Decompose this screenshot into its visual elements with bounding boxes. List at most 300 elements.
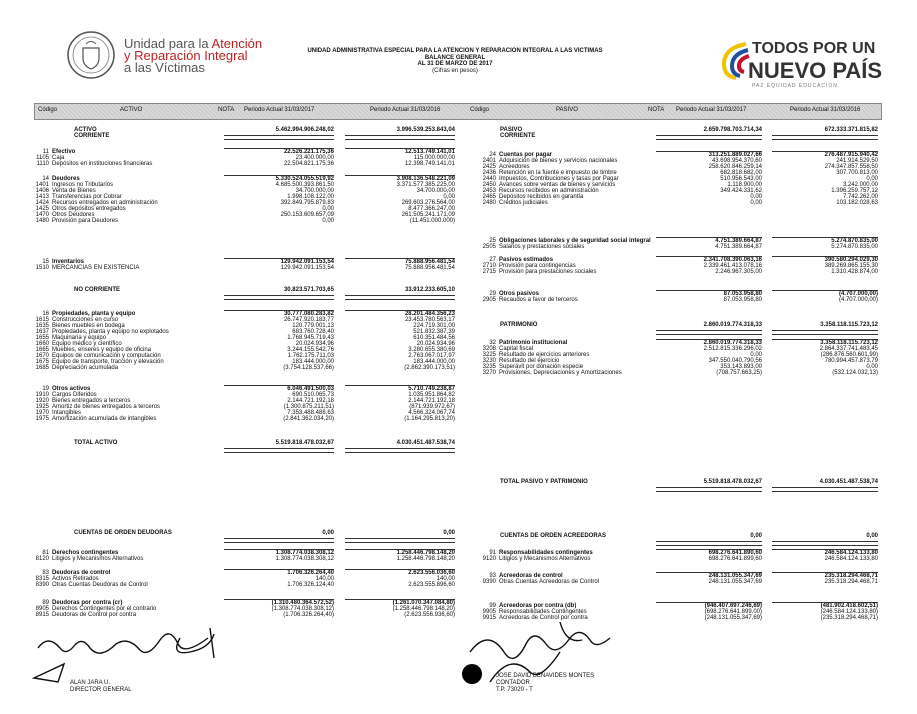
value-current: 129.942.091.153,54 <box>280 265 334 271</box>
account-code: 1670 <box>35 353 49 359</box>
account-code: 27 <box>489 257 496 263</box>
account-label: Otras Cuentas Acreedoras de Control <box>499 579 600 585</box>
signature-left-icon <box>30 618 260 688</box>
value-previous: 7.742.262,00 <box>842 194 878 200</box>
account-code: 1970 <box>35 410 49 416</box>
value-previous: 246.584.124.133,80 <box>824 556 878 562</box>
value-current: 7.353.488.488,63 <box>287 410 334 416</box>
account-code: 8915 <box>35 612 49 618</box>
total-underline <box>656 541 762 546</box>
value-current: 6.046.491.500,03 <box>287 386 334 392</box>
col-anterior-left: Periodo Actual 31/03/2016 <box>370 107 441 113</box>
value-current: 87.053.958,80 <box>723 291 762 297</box>
account-label: Construcciones en curso <box>52 317 119 323</box>
col-pasivo: PASIVO <box>556 107 578 113</box>
account-code: 1615 <box>35 317 49 323</box>
value-previous: 33.912.233.605,10 <box>404 287 455 293</box>
value-previous: 20.024.934,96 <box>416 341 455 347</box>
value-current: 392.849.795.879,83 <box>280 200 334 206</box>
account-label: Depósitos en instituciones financieras <box>52 161 153 167</box>
value-current: 30.777.080.283,82 <box>283 311 334 317</box>
value-current: 183.444.000,00 <box>292 359 334 365</box>
value-previous: (2.623.556.936,60) <box>404 612 455 618</box>
value-current: 120.779.001,13 <box>292 323 334 329</box>
group-rule <box>656 237 762 238</box>
col-actual-right: Periodo Actual 31/03/2017 <box>676 107 747 113</box>
account-label: Equipo de transporte, tracción y elevación <box>52 359 164 365</box>
account-code: 1424 <box>35 200 49 206</box>
value-current: 1.762.175.711,03 <box>287 353 334 359</box>
value-previous: 3.280.655.380,69 <box>408 347 455 353</box>
value-current: 1.998.108.122,00 <box>287 194 334 200</box>
brand-swirl-icon <box>718 38 752 82</box>
value-previous: 1.310.428.874,00 <box>831 269 878 275</box>
left-signer-title: DIRECTOR GENERAL <box>70 687 132 693</box>
account-label: Caja <box>52 155 65 161</box>
account-label: Inventarios <box>52 259 85 265</box>
account-label: Obligaciones laborales y de seguridad social integral <box>499 238 651 244</box>
account-code: 1660 <box>35 341 49 347</box>
total-underline <box>224 538 334 543</box>
value-current: 2.512.815.336.296,02 <box>703 346 762 352</box>
account-label: CORRIENTE <box>74 133 110 139</box>
col-anterior-right: Periodo Actual 31/03/2016 <box>790 107 861 113</box>
total-underline <box>772 135 878 140</box>
brand-logo: TODOS POR UN NUEVO PAÍS PAZ EQUIDAD EDUCACION <box>718 34 888 94</box>
account-code: 8315 <box>35 576 49 582</box>
account-label: Intangibles <box>52 410 82 416</box>
value-current: 30.823.571.703,65 <box>283 287 334 293</box>
account-label: Muebles, enseres y equipo de oficina <box>52 347 152 353</box>
left-signer-name: ALAN JARA U. <box>70 680 111 686</box>
total-underline <box>772 487 878 492</box>
value-previous: 5.274.870.835,00 <box>831 238 878 244</box>
account-code: 1975 <box>35 416 49 422</box>
value-previous: 2.144.721.192,18 <box>408 398 455 404</box>
value-previous: 274.347.857.558,50 <box>824 164 878 170</box>
account-code: 83 <box>42 570 49 576</box>
right-signer-name: JOSE DAVID BENAVIDES MONTES <box>496 673 595 679</box>
group-rule <box>345 569 455 570</box>
account-code: 1925 <box>35 404 49 410</box>
value-previous: (871.939.972,67) <box>409 404 455 410</box>
account-code: 3225 <box>482 352 496 358</box>
account-label: Bienes muebles en bodega <box>52 323 125 329</box>
group-rule <box>772 256 878 257</box>
value-previous: 0,00 <box>866 176 878 182</box>
account-label: Otros depósitos entregados <box>52 206 126 212</box>
account-code: 2401 <box>482 158 496 164</box>
value-previous: 241.914.529,50 <box>836 158 878 164</box>
account-label: Avances sobre ventas de bienes y servicios <box>499 182 616 188</box>
account-label: Créditos judiciales <box>499 200 548 206</box>
account-code: 3235 <box>482 364 496 370</box>
account-label: Deudoras por contra (cr) <box>52 600 123 606</box>
account-label: ACTIVO <box>74 127 97 133</box>
value-previous: 103.182.028,63 <box>836 200 878 206</box>
account-code: 3208 <box>482 346 496 352</box>
account-label: Activos Retirados <box>52 576 99 582</box>
value-previous: (481.902.418.602,51) <box>820 603 878 609</box>
group-rule <box>345 599 455 600</box>
account-code: 1406 <box>35 188 49 194</box>
account-code: 9905 <box>482 609 496 615</box>
value-previous: (4.707.000,00) <box>838 297 878 303</box>
account-label: Acreedoras por contra (db) <box>499 603 577 609</box>
value-current: 0,00 <box>322 218 334 224</box>
value-previous: (1.258.446.798.148,20) <box>392 606 455 612</box>
col-codigo-left: Código <box>38 107 58 113</box>
value-current: 34.700.000,00 <box>295 188 334 194</box>
value-current: 258.620.846.259,14 <box>708 164 762 170</box>
value-previous: 307.700.813,00 <box>836 170 878 176</box>
value-current: 0,00 <box>750 352 762 358</box>
account-code: 11 <box>42 149 49 155</box>
value-current: 690.510.065,73 <box>292 392 334 398</box>
account-label: Acreedoras de control <box>499 573 563 579</box>
account-label: Recaudos a favor de terceros <box>499 297 578 303</box>
value-previous: 183.444.000,00 <box>413 359 455 365</box>
account-code: 9120 <box>482 556 496 562</box>
account-label: MERCANCIAS EN EXISTENCIA <box>52 265 140 271</box>
account-label: Superávit por donación especie <box>499 364 584 370</box>
total-underline <box>345 135 455 140</box>
account-label: Deudoras de control <box>52 570 111 576</box>
account-code: 1413 <box>35 194 49 200</box>
value-previous: 34.700.000,00 <box>416 188 455 194</box>
value-previous: 12.398.749.141,01 <box>404 161 455 167</box>
account-code: 2905 <box>482 297 496 303</box>
value-previous: (1.261.070.347.084,80) <box>392 600 455 606</box>
account-code: 1675 <box>35 359 49 365</box>
account-label: Patrimonio institucional <box>499 340 568 346</box>
value-current: 0,00 <box>322 206 334 212</box>
account-code: 32 <box>489 340 496 346</box>
value-previous: 28.201.484.356,23 <box>404 311 455 317</box>
value-current: (1.300.875.211,51) <box>283 404 334 410</box>
value-previous: 224.719.301,00 <box>413 323 455 329</box>
account-code: 2450 <box>482 182 496 188</box>
value-previous: 0,00 <box>866 364 878 370</box>
total-underline <box>345 295 455 300</box>
group-rule <box>656 572 762 573</box>
value-previous: 672.333.371.815,82 <box>824 127 878 133</box>
document-title: UNIDAD ADMINISTRATIVA ESPECIAL PARA LA ATENCION Y REPARACION INTEGRAL A LAS VICTIMAS BALANCE GENERAL AL 31 DE MARZO DE 2017 (Cifras en pesos) <box>307 48 603 74</box>
account-code: 2453 <box>482 188 496 194</box>
value-current: 0,00 <box>750 533 762 539</box>
account-label: Provisiones, Depreciaciones y Amortizaciones <box>499 370 622 376</box>
value-previous: 140,00 <box>436 576 455 582</box>
value-current: 140,00 <box>315 576 334 582</box>
account-code: 91 <box>489 550 496 556</box>
value-previous: 261.505.241.171,09 <box>401 212 455 218</box>
right-signer-tp: T.P. 73020 - T <box>496 687 533 693</box>
group-rule <box>772 549 878 550</box>
account-label: Otros activos <box>52 386 91 392</box>
account-label: Acreedores <box>499 164 530 170</box>
account-code: 1425 <box>35 206 49 212</box>
group-rule <box>656 602 762 603</box>
account-label: Deudoras de Control por contra <box>52 612 137 618</box>
account-label: Resultado de ejercicios anteriores <box>499 352 590 358</box>
value-previous: 235.318.294.468,71 <box>824 579 878 585</box>
group-rule <box>772 339 878 340</box>
column-header-bar <box>34 103 882 120</box>
value-current: 347.550.040.790,56 <box>708 358 762 364</box>
account-label: NO CORRIENTE <box>74 287 121 293</box>
value-current: 683.760.728,40 <box>292 329 334 335</box>
value-previous: 0,00 <box>443 194 455 200</box>
value-current: 20.024.934,96 <box>295 341 334 347</box>
group-rule <box>345 310 455 311</box>
account-code: 25 <box>489 238 496 244</box>
group-rule <box>772 572 878 573</box>
value-previous: 3.996.539.253.843,04 <box>396 127 455 133</box>
value-previous: 3.358.118.115.723,12 <box>820 322 878 328</box>
value-current: 313.251.889.027,66 <box>708 152 762 158</box>
account-label: Otras Cuentas Deudoras de Control <box>52 582 148 588</box>
value-previous: 12.513.749.141,01 <box>404 149 455 155</box>
value-current: 2.341.708.390.063,16 <box>703 257 762 263</box>
value-current: 1.118.900,00 <box>727 182 762 188</box>
value-current: 2.339.461.413.078,16 <box>703 263 762 269</box>
value-current: 1.308.774.038.308,12 <box>275 556 334 562</box>
value-current: 1.768.945.719,43 <box>287 335 334 341</box>
value-previous: 4.030.451.487.538,74 <box>819 479 878 485</box>
account-code: 2440 <box>482 176 496 182</box>
account-code: 1480 <box>35 218 49 224</box>
value-current: 248.131.055.347,69 <box>708 579 762 585</box>
account-label: Provisión para contingencias <box>499 263 576 269</box>
value-previous: (11.451.000.000) <box>409 218 455 224</box>
account-label: Recursos entregados en administración <box>52 200 158 206</box>
value-previous: 0,00 <box>443 530 455 536</box>
value-previous: 610.351.484,56 <box>413 335 455 341</box>
account-code: 24 <box>489 152 496 158</box>
total-underline <box>656 135 762 140</box>
value-current: 0,00 <box>750 200 762 206</box>
account-label: Responsabilidades contingentes <box>499 550 593 556</box>
account-label: Cuentas por pagar <box>499 152 553 158</box>
account-label: Deudores <box>52 176 80 182</box>
value-current: 0,00 <box>322 530 334 536</box>
col-activo: ACTIVO <box>120 107 143 113</box>
total-underline <box>772 330 878 335</box>
account-code: 1105 <box>36 155 49 161</box>
account-label: Salarios y prestaciones sociales <box>499 244 585 250</box>
value-current: 349.424.331,62 <box>720 188 762 194</box>
group-rule <box>345 549 455 550</box>
value-previous: 3.371.577.385.225,00 <box>396 182 455 188</box>
value-previous: 5.274.870.835,00 <box>831 244 878 250</box>
group-rule <box>224 599 334 600</box>
account-code: 19 <box>42 386 49 392</box>
col-actual-left: Periodo Actual 31/03/2017 <box>244 107 315 113</box>
account-code: 2710 <box>482 263 496 269</box>
value-current: 4.751.389.664,87 <box>715 244 762 250</box>
account-label: CORRIENTE <box>500 133 536 139</box>
account-code: 1635 <box>35 323 49 329</box>
account-label: Derechos contingentes <box>52 550 119 556</box>
account-label: Pasivos estimados <box>499 257 554 263</box>
value-current: 43.698.954.370,60 <box>711 158 762 164</box>
account-label: Resultado del ejercicio <box>499 358 560 364</box>
account-code: 93 <box>489 573 496 579</box>
account-label: Amortización acumulada de intangibles <box>52 416 157 422</box>
account-label: Depreciación acumulada <box>52 365 119 371</box>
value-previous: 2.623.555.896,60 <box>408 582 455 588</box>
account-code: 2480 <box>482 200 496 206</box>
account-label: Efectivo <box>52 149 76 155</box>
account-code: 14 <box>42 176 49 182</box>
value-current: 1.706.326.124,40 <box>287 582 334 588</box>
group-rule <box>345 385 455 386</box>
value-previous: 3.242.000,00 <box>842 182 878 188</box>
value-current: 22.526.221.175,36 <box>283 149 334 155</box>
value-current: 1.706.326.264,40 <box>287 570 334 576</box>
colombia-coat-of-arms-icon <box>66 30 116 80</box>
value-previous: 1.258.446.798.148,20 <box>396 550 455 556</box>
account-label: Litigios y Mecanismos Alternativos <box>499 556 591 562</box>
account-label: Adquisición de bienes y servicios nacionales <box>499 158 618 164</box>
value-previous: 276.487.915.940,42 <box>824 152 878 158</box>
account-label: Equipos de comunicación y computación <box>52 353 161 359</box>
account-code: 1470 <box>35 212 49 218</box>
total-underline <box>656 330 762 335</box>
value-previous: 0,00 <box>866 533 878 539</box>
account-code: 8905 <box>35 606 49 612</box>
account-code: 9390 <box>482 579 496 585</box>
value-previous: 4.030.451.487.538,74 <box>396 440 455 446</box>
group-rule <box>224 385 334 386</box>
account-label: Otros Deudores <box>52 212 95 218</box>
account-label: Bienes entregados a terceros <box>52 398 131 404</box>
account-label: Transferencias por Cobrar <box>52 194 122 200</box>
account-code: 2505 <box>482 244 496 250</box>
account-label: CUENTAS DE ORDEN ACREEDORAS <box>500 533 607 539</box>
value-previous: 780.994.457.873,79 <box>824 358 878 364</box>
total-underline <box>345 448 455 453</box>
account-label: Propiedades, planta y equipo no explotados <box>52 329 169 335</box>
value-previous: 1.396.259.757,12 <box>831 188 878 194</box>
value-previous: 3.358.118.115.723,12 <box>820 340 878 346</box>
account-label: Capital fiscal <box>499 346 534 352</box>
total-underline <box>772 541 878 546</box>
account-code: 1510 <box>35 265 49 271</box>
value-previous: 5.710.749.238,87 <box>408 386 455 392</box>
group-rule <box>224 148 334 149</box>
account-label: Derechos Contingentes por el contrario <box>52 606 157 612</box>
value-previous: 2.864.337.741.483,45 <box>819 346 878 352</box>
value-current: 0,00 <box>750 194 762 200</box>
value-current: (1.706.326.264,40) <box>283 612 334 618</box>
group-rule <box>772 290 878 291</box>
total-underline <box>656 487 762 492</box>
value-previous: (1.164.295.813,20) <box>404 416 455 422</box>
value-current: 510.956.543,00 <box>720 176 762 182</box>
account-label: Provisión para prestaciones sociales <box>499 269 597 275</box>
value-previous: (286.876.560.601,99) <box>820 352 878 358</box>
account-code: 1665 <box>35 347 49 353</box>
value-previous: 1.258.446.798.148,20 <box>396 556 455 562</box>
account-code: 16 <box>42 311 49 317</box>
account-code: 1920 <box>35 398 49 404</box>
value-current: 698.276.641.899,60 <box>708 556 762 562</box>
account-label: Amortiz de bienes entregados a terceros <box>52 404 161 410</box>
account-code: 9915 <box>482 615 496 621</box>
group-rule <box>345 148 455 149</box>
value-current: 248.131.055.347,69 <box>708 573 762 579</box>
value-current: 5.519.818.478.032,67 <box>275 440 334 446</box>
value-current: 5.519.818.478.032,67 <box>703 479 762 485</box>
value-previous: 389.269.865.155,30 <box>824 263 878 269</box>
value-previous: 75.888.956.481,54 <box>404 259 455 265</box>
account-label: PATRIMONIO <box>500 322 538 328</box>
value-current: 3.244.155.542,76 <box>287 347 334 353</box>
org-name: Unidad para la Atención y Reparación Integral a las Víctimas <box>124 36 263 75</box>
value-previous: 2.763.067.017,97 <box>408 353 455 359</box>
value-current: 2.860.019.774.318,33 <box>703 322 762 328</box>
value-current: 1.308.774.038.308,12 <box>275 550 334 556</box>
account-code: 8120 <box>35 556 49 562</box>
account-label: Propiedades, planta y equipo <box>52 311 136 317</box>
account-code: 3270 <box>482 370 496 376</box>
group-rule <box>345 258 455 259</box>
signature-right-icon <box>450 612 650 692</box>
value-previous: 1.035.951.864,82 <box>408 392 455 398</box>
value-current: 682.818.682,00 <box>720 170 762 176</box>
account-code: 8390 <box>35 582 49 588</box>
value-current: 2.659.798.703.714,34 <box>703 127 762 133</box>
value-current: 2.246.967.305,00 <box>715 269 762 275</box>
account-code: 99 <box>489 603 496 609</box>
account-code: 15 <box>42 259 49 265</box>
value-current: (946.407.697.246,69) <box>704 603 762 609</box>
value-previous: (4.707.000,00) <box>838 291 878 297</box>
group-rule <box>224 310 334 311</box>
account-label: Ingresos no Tributarios <box>52 182 114 188</box>
value-current: 698.276.641.890,60 <box>708 550 762 556</box>
value-current: 22.504.821.175,36 <box>283 161 334 167</box>
total-underline <box>345 538 455 543</box>
right-signer-title: CONTADOR <box>496 680 530 686</box>
group-rule <box>345 175 455 176</box>
value-current: (248.131.055.347,69) <box>704 615 762 621</box>
value-current: 26.747.920.183,77 <box>283 317 334 323</box>
group-rule <box>224 549 334 550</box>
value-previous: 4.566.324.067,74 <box>408 410 455 416</box>
account-code: 2425 <box>482 164 496 170</box>
group-rule <box>224 258 334 259</box>
account-label: Retención en la fuente e impuesto de timbre <box>499 170 617 176</box>
account-label: Impuestos, Contribuciones y tasas por Pagar <box>499 176 619 182</box>
col-codigo-right: Código <box>470 107 490 113</box>
value-current: (1.308.774.038.308,12) <box>271 606 334 612</box>
value-previous: 3.908.136.548.221,09 <box>396 176 455 182</box>
account-code: 1637 <box>35 329 49 335</box>
value-previous: (2.862.390.173,51) <box>404 365 455 371</box>
account-label: Maquinaria y equipo <box>52 335 107 341</box>
account-label: Acreedoras de Control por contra <box>499 615 588 621</box>
account-label: Equipo médico y científico <box>52 341 122 347</box>
value-previous: 246.584.124.133,80 <box>824 550 878 556</box>
account-label: Venta de Bienes <box>52 188 96 194</box>
group-rule <box>656 549 762 550</box>
value-previous: 8.477.366.247,00 <box>408 206 455 212</box>
account-code: 1401 <box>35 182 49 188</box>
account-label: Litigios y Mecanismos Alternativos <box>52 556 144 562</box>
account-code: 3230 <box>482 358 496 364</box>
